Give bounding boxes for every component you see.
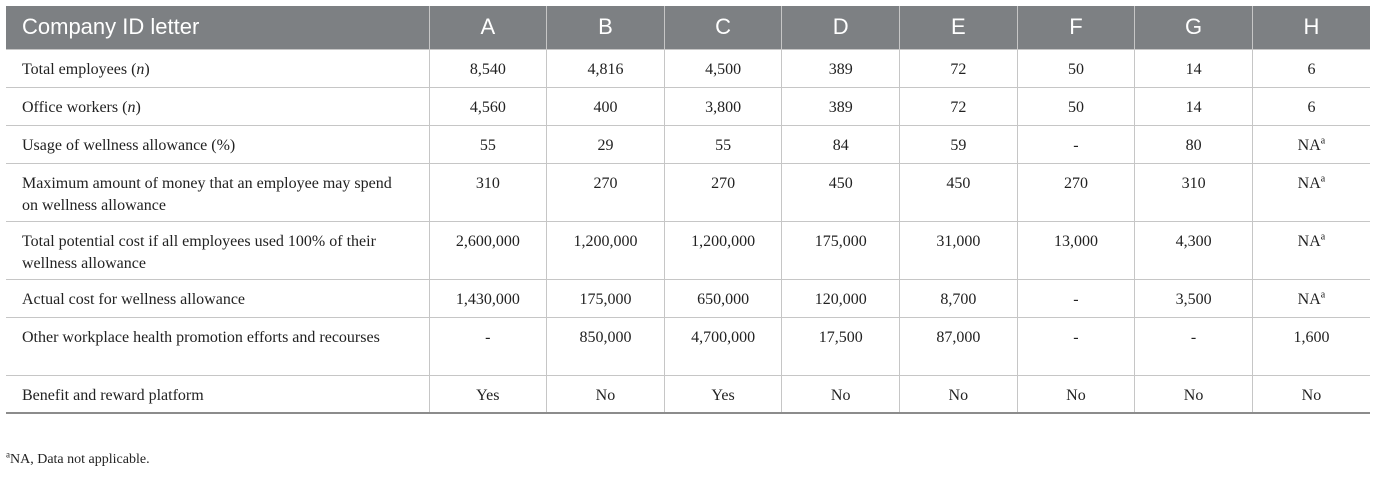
- wellness-allowance-table: [6, 6, 1370, 414]
- table-cell: 6: [1252, 87, 1370, 125]
- footnote-marker: a: [1320, 289, 1326, 301]
- row-label: Actual cost for wellness allowance: [6, 279, 429, 317]
- table-cell: 3,500: [1135, 279, 1253, 317]
- table-row: [6, 49, 1370, 87]
- row-label-italic: n: [127, 98, 136, 116]
- table-row: [6, 87, 1370, 125]
- table-cell: 310: [429, 163, 547, 221]
- table-cell: Yes: [664, 375, 782, 413]
- header-company-e: E: [900, 6, 1018, 49]
- table-cell: 14: [1135, 49, 1253, 87]
- row-label: Maximum amount of money that an employee may spend on wellness allowance: [6, 163, 429, 221]
- table-cell: 13,000: [1017, 221, 1135, 279]
- table-cell: 3,800: [664, 87, 782, 125]
- table-header-row: [6, 6, 1370, 49]
- table-cell: -: [429, 317, 547, 375]
- table-cell: No: [900, 375, 1018, 413]
- table-cell: 4,500: [664, 49, 782, 87]
- header-company-f: F: [1017, 6, 1135, 49]
- cell-value: NA: [1297, 232, 1321, 250]
- table-row: [6, 375, 1370, 413]
- table-cell: 55: [664, 125, 782, 163]
- row-label: Benefit and reward platform: [6, 375, 429, 413]
- table-cell: 389: [782, 87, 900, 125]
- table-cell: 55: [429, 125, 547, 163]
- table-cell: No: [1017, 375, 1135, 413]
- table-cell: [1252, 163, 1370, 221]
- header-company-g: G: [1135, 6, 1253, 49]
- table-cell: 270: [1017, 163, 1135, 221]
- table-cell: -: [1017, 317, 1135, 375]
- table-cell: 1,200,000: [664, 221, 782, 279]
- table-cell: 400: [547, 87, 665, 125]
- table-cell: No: [1135, 375, 1253, 413]
- row-label: Total employees (n): [6, 49, 429, 87]
- table-row: [6, 317, 1370, 375]
- table-cell: 120,000: [782, 279, 900, 317]
- table-cell: 14: [1135, 87, 1253, 125]
- row-label-italic: n: [136, 60, 145, 78]
- table-cell: 50: [1017, 49, 1135, 87]
- table-cell: 6: [1252, 49, 1370, 87]
- table-cell: -: [1017, 125, 1135, 163]
- table-cell: 1,200,000: [547, 221, 665, 279]
- header-company-h: H: [1252, 6, 1370, 49]
- table-cell: [1252, 279, 1370, 317]
- row-label-text: Office workers: [22, 98, 119, 116]
- table-cell: 650,000: [664, 279, 782, 317]
- table-cell: 1,600: [1252, 317, 1370, 375]
- table-row: [6, 163, 1370, 221]
- table-cell: 175,000: [547, 279, 665, 317]
- table-cell: 8,700: [900, 279, 1018, 317]
- cell-value: NA: [1297, 174, 1321, 192]
- table-cell: 310: [1135, 163, 1253, 221]
- table-cell: No: [782, 375, 900, 413]
- row-label-text: Total employees: [22, 60, 128, 78]
- table-cell: 29: [547, 125, 665, 163]
- table-row: [6, 221, 1370, 279]
- table-container: [6, 6, 1370, 414]
- table-cell: No: [1252, 375, 1370, 413]
- header-company-c: C: [664, 6, 782, 49]
- table-cell: 175,000: [782, 221, 900, 279]
- footnote-marker: a: [6, 449, 10, 460]
- cell-value: NA: [1297, 136, 1321, 154]
- table-cell: 80: [1135, 125, 1253, 163]
- table-cell: 389: [782, 49, 900, 87]
- header-company-d: D: [782, 6, 900, 49]
- table-cell: 59: [900, 125, 1018, 163]
- table-cell: 4,560: [429, 87, 547, 125]
- table-cell: -: [1135, 317, 1253, 375]
- table-cell: 1,430,000: [429, 279, 547, 317]
- footnote-marker: a: [1320, 173, 1326, 185]
- table-cell: [1252, 125, 1370, 163]
- table-cell: 450: [900, 163, 1018, 221]
- table-cell: 450: [782, 163, 900, 221]
- table-cell: 8,540: [429, 49, 547, 87]
- table-cell: [1252, 221, 1370, 279]
- table-row: [6, 279, 1370, 317]
- table-cell: 50: [1017, 87, 1135, 125]
- footnote-marker: a: [1320, 135, 1326, 147]
- table-cell: 87,000: [900, 317, 1018, 375]
- table-cell: 84: [782, 125, 900, 163]
- table-cell: 4,816: [547, 49, 665, 87]
- table-cell: 850,000: [547, 317, 665, 375]
- table-row: [6, 125, 1370, 163]
- table-cell: -: [1017, 279, 1135, 317]
- header-label: Company ID letter: [22, 14, 200, 40]
- table-cell: 4,300: [1135, 221, 1253, 279]
- footnote-marker: a: [1320, 231, 1326, 243]
- table-footnote: [6, 449, 150, 468]
- table-cell: 17,500: [782, 317, 900, 375]
- row-label: Office workers (n): [6, 87, 429, 125]
- cell-value: NA: [1297, 290, 1321, 308]
- table-cell: 72: [900, 87, 1018, 125]
- footnote-text: NA, Data not applicable.: [10, 452, 150, 467]
- row-label: Other workplace health promotion efforts and recourses: [6, 317, 429, 375]
- table-cell: 270: [664, 163, 782, 221]
- table-cell: 31,000: [900, 221, 1018, 279]
- table-cell: 72: [900, 49, 1018, 87]
- table-cell: No: [547, 375, 665, 413]
- table-cell: 4,700,000: [664, 317, 782, 375]
- header-company-a: A: [429, 6, 547, 49]
- row-label: Usage of wellness allowance (%): [6, 125, 429, 163]
- table-cell: 2,600,000: [429, 221, 547, 279]
- table-cell: 270: [547, 163, 665, 221]
- row-label: Total potential cost if all employees used 100% of their wellness allowance: [6, 221, 429, 279]
- header-company-b: B: [547, 6, 665, 49]
- table-cell: Yes: [429, 375, 547, 413]
